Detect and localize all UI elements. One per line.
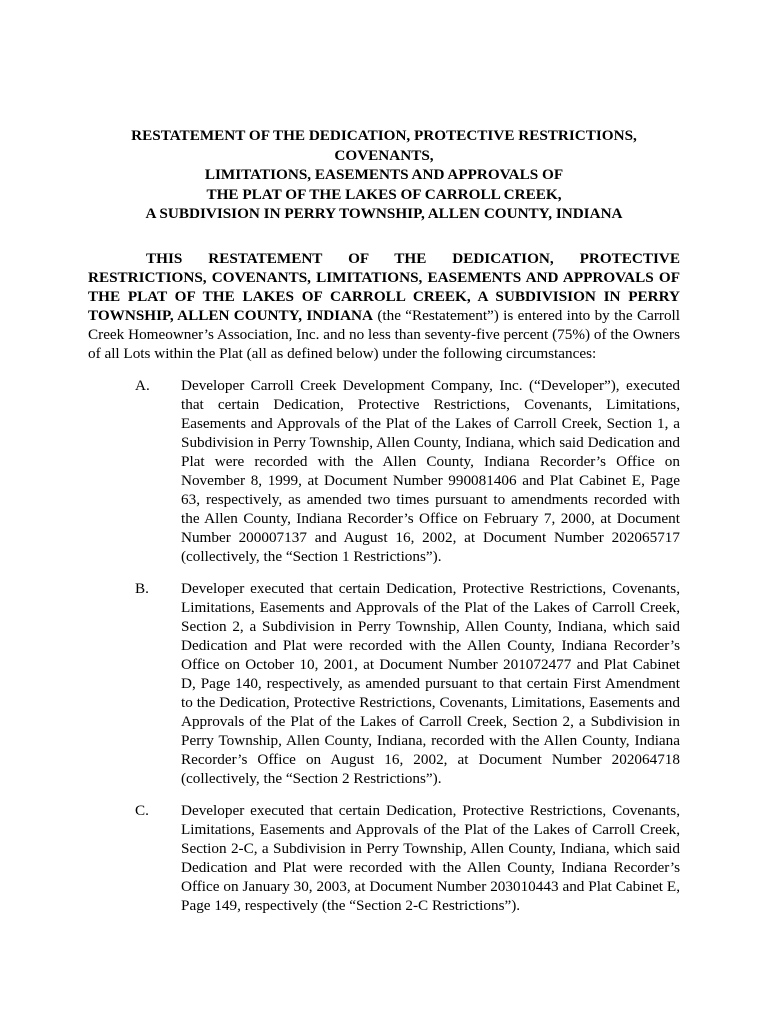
- title-line: COVENANTS,: [334, 146, 434, 164]
- recital-text: Developer executed that certain Dedication, Protective Restrictions, Covenants, Limitations, Easements and Approvals of the Plat of the Lakes of Carroll Creek, Section 2, a Subdivision in Perry Township, Allen County, Indiana, which said Dedication and Plat were recorded with the Allen County, Indiana Recorder’s Office on October 10, 2001, at Document Number 201072477 and Plat Cabinet D, Page 140, respectively, as amended pursuant to that certain First Amendment to the Dedication, Protective Restrictions, Covenants, Limitations, Easements and Approvals of the Plat of the Lakes of Carroll Creek, Section 2, a Subdivision in Perry Township, Allen County, Indiana, recorded with the Allen County, Indiana Recorder’s Office on August 16, 2002, at Document Number 202064718 (collectively, the “Section 2 Restrictions”).: [181, 580, 680, 787]
- intro-paragraph: [88, 250, 680, 363]
- intro-bold-heading: THIS RESTATEMENT OF THE DEDICATION, PROTECTIVE RESTRICTIONS, COVENANTS, LIMITATIONS, EASEMENTS AND APPROVALS OF THE PLAT OF THE LAKES OF CARROLL CREEK, A SUBDIVISION IN PERRY TOWNSHIP, ALLEN COUNTY, INDIANA: [88, 249, 680, 324]
- recital-item-b: [88, 580, 680, 788]
- title-line: LIMITATIONS, EASEMENTS AND APPROVALS OF: [204, 166, 564, 184]
- recital-item-a: [88, 377, 680, 566]
- recital-item-c: [88, 802, 680, 915]
- recital-text: Developer Carroll Creek Development Company, Inc. (“Developer”), executed that certain Dedication, Protective Restrictions, Covenants, Limitations, Easements and Approvals of the Plat of the Lakes of Carroll Creek, Section 1, a Subdivision in Perry Township, Allen County, Indiana, which said Dedication and Plat were recorded with the Allen County, Indiana Recorder’s Office on November 8, 1999, at Document Number 990081406 and Plat Cabinet E, Page 63, respectively, as amended two times pursuant to amendments recorded with the Allen County, Indiana Recorder’s Office on February 7, 2000, at Document Number 200007137 and August 16, 2002, at Document Number 202065717 (collectively, the “Section 1 Restrictions”).: [181, 377, 680, 565]
- recital-text: Developer executed that certain Dedication, Protective Restrictions, Covenants, Limitations, Easements and Approvals of the Plat of the Lakes of Carroll Creek, Section 2-C, a Subdivision in Perry Township, Allen County, Indiana, which said Dedication and Plat were recorded with the Allen County, Indiana Recorder’s Office on January 30, 2003, at Document Number 203010443 and Plat Cabinet E, Page 149, respectively (the “Section 2-C Restrictions”).: [181, 802, 680, 914]
- title-line: THE PLAT OF THE LAKES OF CARROLL CREEK,: [206, 185, 562, 203]
- intro-body-text: (the “Restatement”) is entered into by the Carroll Creek Homeowner’s Association, Inc. and no less than seventy-five percent (75%) of the Owners of all Lots within the Plat (all as defined below) under the following circumstances:: [88, 306, 680, 362]
- recital-letter: B.: [135, 580, 149, 598]
- title-line: RESTATEMENT OF THE DEDICATION, PROTECTIVE RESTRICTIONS,: [131, 127, 637, 144]
- document-page: [88, 126, 680, 916]
- document-title: [88, 126, 680, 224]
- recital-letter: C.: [135, 802, 149, 820]
- title-line: A SUBDIVISION IN PERRY TOWNSHIP, ALLEN COUNTY, INDIANA: [145, 205, 623, 223]
- recital-letter: A.: [135, 377, 150, 395]
